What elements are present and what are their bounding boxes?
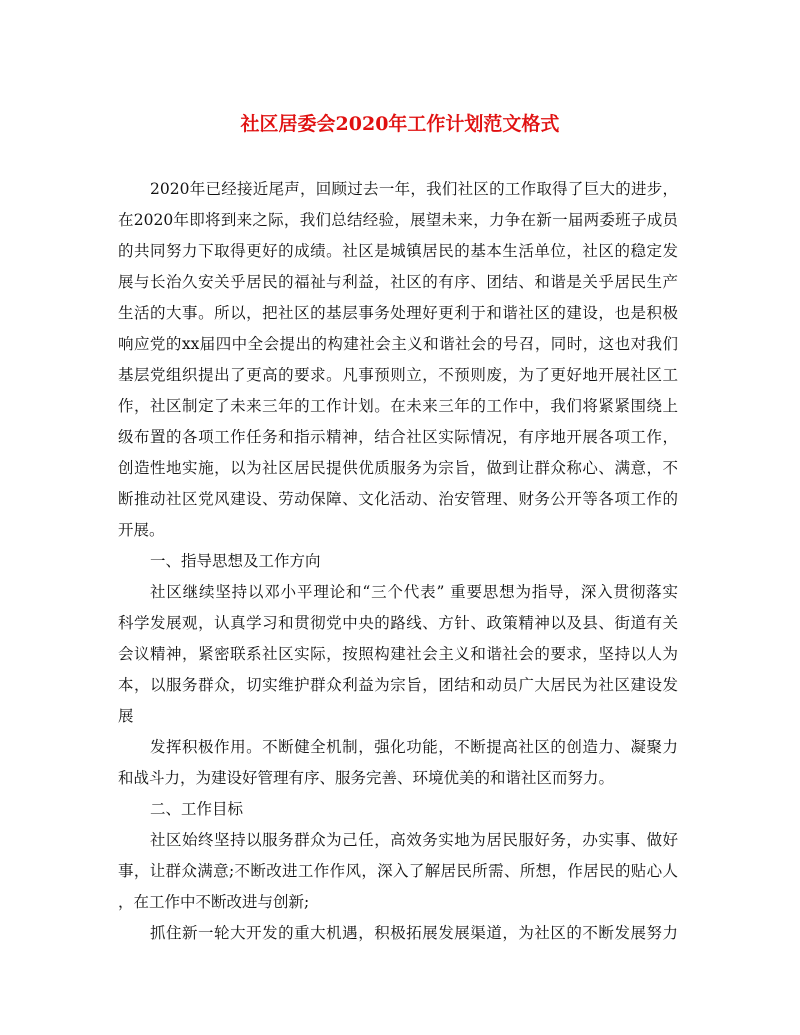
paragraph-line: 展与长治久安关乎居民的福祉与利益，社区的有序、团结、和谐是关乎居民生产 [118,273,678,291]
document-title: 社区居委会2020年工作计划范文格式 [240,113,560,135]
paragraph-line: 作，社区制定了未来三年的工作计划。在未来三年的工作中，我们将紧紧围绕上 [118,397,678,415]
section-heading: 一、指导思想及工作方向 [150,552,321,570]
paragraph-line: 本，以服务群众，切实维护群众利益为宗旨，团结和动员广大居民为社区建设发 [118,676,678,694]
paragraph-line: 断推动社区党风建设、劳动保障、文化活动、治安管理、财务公开等各项工作的 [118,490,678,508]
paragraph-line: 基层党组织提出了更高的要求。凡事预则立，不预则废，为了更好地开展社区工 [118,366,678,384]
paragraph-line: 开展。 [118,521,165,539]
paragraph-line: 的共同努力下取得更好的成绩。社区是城镇居民的基本生活单位，社区的稳定发 [118,242,678,260]
paragraph-line: 创造性地实施，以为社区居民提供优质服务为宗旨，做到让群众称心、满意，不 [118,459,678,477]
paragraph-line: 抓住新一轮大开发的重大机遇，积极拓展发展渠道，为社区的不断发展努力 [150,924,678,942]
paragraph-line: 在2020年即将到来之际，我们总结经验，展望未来，力争在新一届两委班子成员 [118,211,678,229]
paragraph-line: 科学发展观，认真学习和贯彻党中央的路线、方针、政策精神以及县、街道有关 [118,614,678,632]
paragraph-line: 事，让群众满意;不断改进工作作风，深入了解居民所需、所想，作居民的贴心人 [118,862,678,880]
paragraph-line: 会议精神，紧密联系社区实际，按照构建社会主义和谐社会的要求，坚持以人为 [118,645,678,663]
paragraph-line: 级布置的各项工作任务和指示精神，结合社区实际情况，有序地开展各项工作， [118,428,678,446]
paragraph-line: 展 [118,707,134,725]
paragraph-line: 响应党的xx届四中全会提出的构建社会主义和谐社会的号召，同时，这也对我们 [118,335,678,353]
paragraph-line: 社区始终坚持以服务群众为己任，高效务实地为居民服好务，办实事、做好 [150,831,678,849]
paragraph-line: 2020年已经接近尾声，回顾过去一年，我们社区的工作取得了巨大的进步， [150,180,678,198]
paragraph-line: 社区继续坚持以邓小平理论和“三个代表” 重要思想为指导，深入贯彻落实 [150,583,678,601]
paragraph-line: ，在工作中不断改进与创新; [118,893,310,911]
paragraph-line: 发挥积极作用。不断健全机制，强化功能，不断提高社区的创造力、凝聚力 [150,738,678,756]
section-heading: 二、工作目标 [150,800,244,818]
paragraph-line: 和战斗力，为建设好管理有序、服务完善、环境优美的和谐社区而努力。 [118,769,615,787]
paragraph-line: 生活的大事。所以，把社区的基层事务处理好更利于和谐社区的建设，也是积极 [118,304,678,322]
